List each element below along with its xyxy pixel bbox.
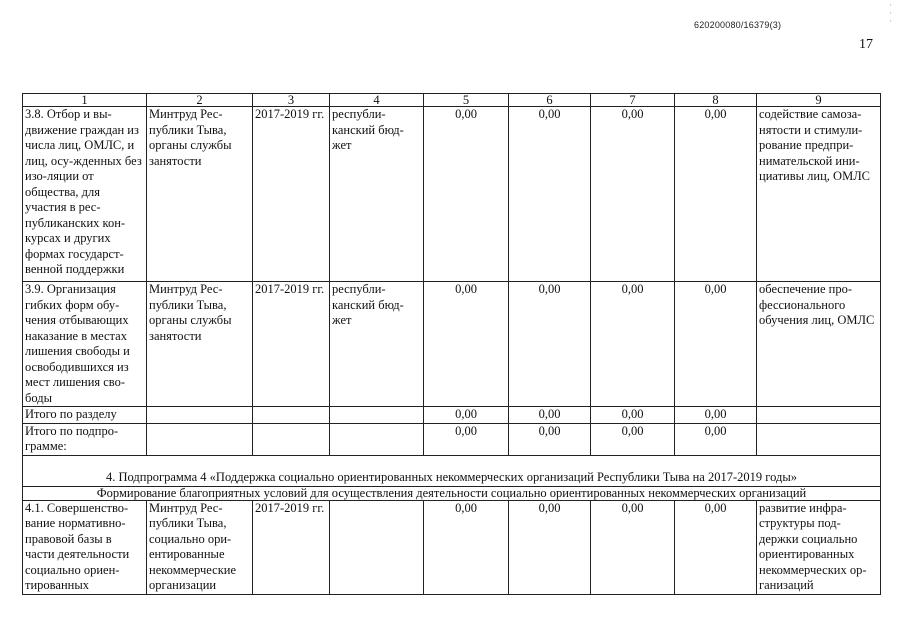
column-number: 7	[591, 94, 675, 107]
period: 2017-2019 гг.	[253, 282, 330, 407]
table-row	[23, 282, 881, 407]
measure-name: 3.9. Организация гибких форм обу-чения отбывающих наказание в местах лишения свободы и освободившихся из мест лишения сво-боды	[23, 282, 147, 407]
section-title-row	[23, 486, 881, 500]
total-value: 0,00	[591, 423, 675, 455]
total-value: 0,00	[675, 407, 757, 424]
amount-cell: 0,00	[591, 500, 675, 594]
subprogram-title: 4. Подпрограмма 4 «Поддержка социально ориентированных некоммерческих организаций Республики Тыва на 2017-2019 годы»	[23, 455, 881, 486]
document-code: 620200080/16379(3)	[694, 20, 782, 30]
amount-cell: 0,00	[591, 282, 675, 407]
amount-cell: 0,00	[424, 282, 509, 407]
amount-cell: 0,00	[424, 107, 509, 282]
expected-result: обеспечение про-фессионального обучения лиц, ОМЛС	[757, 282, 881, 407]
column-number-row	[23, 94, 881, 107]
table-row	[23, 107, 881, 282]
funding-source: республи-канский бюд-жет	[330, 282, 424, 407]
total-label: Итого по подпро-грамме:	[23, 423, 147, 455]
executor: Минтруд Рес-публики Тыва, социально ори-ентированные некоммерческие организации	[147, 500, 253, 594]
period: 2017-2019 гг.	[253, 107, 330, 282]
subprogram-title-row	[23, 455, 881, 486]
executor: Минтруд Рес-публики Тыва, органы службы занятости	[147, 107, 253, 282]
total-subprogram-row	[23, 423, 881, 455]
funding-source	[330, 500, 424, 594]
executor: Минтруд Рес-публики Тыва, органы службы занятости	[147, 282, 253, 407]
amount-cell: 0,00	[509, 107, 591, 282]
expected-result: содействие самоза-нятости и стимули-рование предпри-нимательской ини-циативы лиц, ОМЛС	[757, 107, 881, 282]
funding-source: республи-канский бюд-жет	[330, 107, 424, 282]
amount-cell: 0,00	[591, 107, 675, 282]
column-number: 9	[757, 94, 881, 107]
total-value: 0,00	[424, 423, 509, 455]
total-value: 0,00	[591, 407, 675, 424]
amount-cell: 0,00	[675, 282, 757, 407]
page-number: 17	[859, 37, 873, 52]
amount-cell: 0,00	[509, 282, 591, 407]
column-number: 6	[509, 94, 591, 107]
column-number: 5	[424, 94, 509, 107]
total-value: 0,00	[509, 423, 591, 455]
total-value: 0,00	[424, 407, 509, 424]
column-number: 4	[330, 94, 424, 107]
total-section-row	[23, 407, 881, 424]
amount-cell: 0,00	[675, 500, 757, 594]
expected-result: развитие инфра-структуры под-держки социально ориентированных некоммерческих ор-ганизаций	[757, 500, 881, 594]
amount-cell: 0,00	[675, 107, 757, 282]
program-table	[22, 93, 881, 595]
table-row	[23, 500, 881, 594]
column-number: 8	[675, 94, 757, 107]
section-title: Формирование благоприятных условий для осуществления деятельности социально ориентированных некоммерческих организаций	[23, 486, 881, 500]
total-value: 0,00	[675, 423, 757, 455]
column-number: 1	[23, 94, 147, 107]
amount-cell: 0,00	[424, 500, 509, 594]
scan-artifact: · · ·	[889, 0, 892, 26]
period: 2017-2019 гг.	[253, 500, 330, 594]
measure-name: 4.1. Совершенство-вание нормативно-правовой базы в части деятельности социально ориен-тированных	[23, 500, 147, 594]
column-number: 2	[147, 94, 253, 107]
column-number: 3	[253, 94, 330, 107]
total-value: 0,00	[509, 407, 591, 424]
measure-name: 3.8. Отбор и вы-движение граждан из числа лиц, ОМЛС, и лиц, осу-жденных без изо-ляции от общества, для участия в рес-публиканских кон-курсах и других формах государст-венной поддержки	[23, 107, 147, 282]
amount-cell: 0,00	[509, 500, 591, 594]
total-label: Итого по разделу	[23, 407, 147, 424]
